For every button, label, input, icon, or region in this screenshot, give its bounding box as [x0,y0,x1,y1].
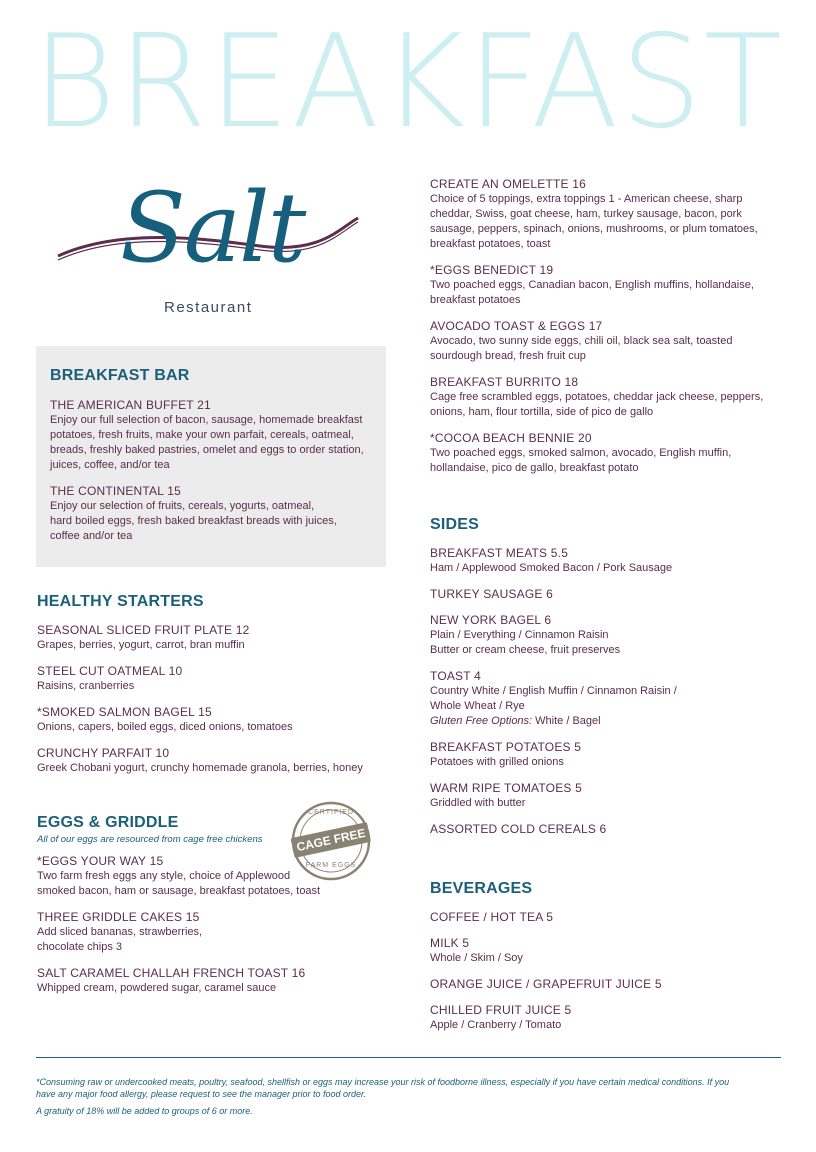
badge-bottom-text: FARM EGGS [305,862,357,869]
right-top-section [430,176,785,486]
menu-item-description: Country White / English Muffin / Cinnamon Raisin / [430,685,677,697]
menu-item-title: AVOCADO TOAST & EGGS 17 [430,319,603,333]
logo-script-word: Salt [120,172,305,284]
footer-gratuity: A gratuity of 18% will be added to groups of 6 or more. [36,1106,253,1116]
menu-item-description: Two farm fresh eggs any style, choice of Applewood [37,870,291,882]
menu-item-title: CRUNCHY PARFAIT 10 [37,746,170,760]
menu-item-description: sausage, peppers, spinach, onions, mushrooms, or plum tomatoes, [430,223,758,235]
menu-item-description: hollandaise, pico de gallo, breakfast potato [430,462,639,474]
menu-item [430,176,785,252]
menu-item-description: Ham / Applewood Smoked Bacon / Pork Sausage [430,562,673,574]
menu-item-description: Cage free scrambled eggs, potatoes, cheddar jack cheese, peppers, [430,391,764,403]
menu-item-title: *COCOA BEACH BENNIE 20 [430,431,592,445]
footer-divider [36,1057,781,1058]
menu-item [37,663,387,694]
menu-item-title: *EGGS YOUR WAY 15 [37,854,164,868]
menu-item-title: BREAKFAST MEATS 5.5 [430,546,569,560]
menu-item-description: juices, coffee, and/or tea [50,459,170,471]
gluten-free-options [430,714,785,729]
menu-item-title: COFFEE / HOT TEA 5 [430,910,554,924]
menu-item-description: Choice of 5 toppings, extra toppings 1 - American cheese, sharp [430,193,743,205]
badge-main-text: CAGE FREE [295,825,367,855]
menu-item [37,965,387,996]
menu-item-title: SALT CARAMEL CHALLAH FRENCH TOAST 16 [37,966,306,980]
menu-item [430,374,785,420]
menu-item [50,397,380,473]
menu-item-description: onions, ham, flour tortilla, side of pico de gallo [430,406,654,418]
menu-item-description: Plain / Everything / Cinnamon Raisin [430,629,609,641]
menu-item-description: breads, freshly baked pastries, omelet and eggs to order station, [50,444,364,456]
menu-item-title: CREATE AN OMELETTE 16 [430,177,587,191]
menu-item [430,1002,785,1033]
menu-item-title: ASSORTED COLD CEREALS 6 [430,822,607,836]
section-title: SIDES [430,516,480,533]
menu-item-description: smoked bacon, ham or sausage, breakfast potatoes, toast [37,885,321,897]
badge-top-text: CERTIFIED [308,809,354,816]
menu-item-description: cheddar, Swiss, goat cheese, ham, turkey sausage, bacon, pork [430,208,742,220]
menu-item-description: Whipped cream, powdered sugar, caramel sauce [37,982,277,994]
menu-item-title: NEW YORK BAGEL 6 [430,613,552,627]
menu-item-description: Whole Wheat / Rye [430,700,525,712]
menu-item-title: STEEL CUT OATMEAL 10 [37,664,183,678]
menu-item-title: TOAST 4 [430,669,481,683]
menu-item-description: potatoes, fresh fruits, make your own parfait, cereals, oatmeal, [50,429,354,441]
menu-item-title: BREAKFAST BURRITO 18 [430,375,579,389]
logo-subtitle: Restaurant [164,299,253,316]
menu-item-title: WARM RIPE TOMATOES 5 [430,781,583,795]
menu-item [430,976,785,992]
menu-item-description: Enjoy our selection of fruits, cereals, yogurts, oatmeal, [50,500,315,512]
menu-item-description: coffee and/or tea [50,530,133,542]
menu-item [430,545,785,576]
menu-item [430,430,785,476]
healthy-starters-section [37,593,387,786]
menu-item-title: MILK 5 [430,936,470,950]
menu-item-title: BREAKFAST POTATOES 5 [430,740,582,754]
menu-item [430,318,785,364]
menu-item-title: TURKEY SAUSAGE 6 [430,587,554,601]
menu-item-description: chocolate chips 3 [37,941,122,953]
menu-item-description: Onions, capers, boiled eggs, diced onions, tomatoes [37,721,293,733]
menu-item-description: Apple / Cranberry / Tomato [430,1019,562,1031]
menu-item-description: Greek Chobani yogurt, crunchy homemade granola, berries, honey [37,762,363,774]
menu-item [430,909,785,925]
menu-item-title: *EGGS BENEDICT 19 [430,263,554,277]
menu-item [430,586,785,602]
menu-item-title: THREE GRIDDLE CAKES 15 [37,910,200,924]
menu-item-title: SEASONAL SLICED FRUIT PLATE 12 [37,623,250,637]
menu-item-description: Enjoy our full selection of bacon, sausage, homemade breakfast [50,414,363,426]
menu-item [50,483,380,544]
menu-item-description: Potatoes with grilled onions [430,756,564,768]
section-title: HEALTHY STARTERS [37,593,204,610]
menu-item-title: CHILLED FRUIT JUICE 5 [430,1003,572,1017]
menu-item [37,909,387,955]
menu-item [430,780,785,811]
menu-item-title: THE CONTINENTAL 15 [50,484,181,498]
section-title: EGGS & GRIDDLE [37,814,179,831]
menu-item [430,668,785,729]
gluten-free-value: White / Bagel [532,715,601,727]
menu-item-description: hard boiled eggs, fresh baked breakfast breads with juices, [50,515,337,527]
menu-item [430,739,785,770]
menu-item-description: Avocado, two sunny side eggs, chili oil, black sea salt, toasted [430,335,733,347]
menu-item-description: Griddled with butter [430,797,526,809]
section-title: BEVERAGES [430,880,533,897]
beverages-section [430,880,785,1043]
menu-item-title: ORANGE JUICE / GRAPEFRUIT JUICE 5 [430,977,662,991]
footer-disclaimer-line-2: have any major food allergy, please request to see the manager prior to food order. [36,1089,367,1099]
menu-item-description: Whole / Skim / Soy [430,952,523,964]
salt-logo [50,168,360,318]
cage-free-badge [290,800,372,882]
menu-item-description: Two poached eggs, Canadian bacon, English muffins, hollandaise, [430,279,754,291]
menu-item [430,821,785,837]
menu-item [430,262,785,308]
menu-item-description: Raisins, cranberries [37,680,135,692]
menu-item [37,622,387,653]
eggs-note: All of our eggs are resourced from cage free chickens [37,834,263,845]
menu-item-title: *SMOKED SALMON BAGEL 15 [37,705,212,719]
menu-item-description: Two poached eggs, smoked salmon, avocado, English muffin, [430,447,732,459]
menu-item [430,935,785,966]
menu-item-description: sourdough bread, fresh fruit cup [430,350,586,362]
gluten-free-label: Gluten Free Options: [430,715,533,727]
breakfast-bar-section [50,367,380,554]
menu-item [37,745,387,776]
menu-item-description: breakfast potatoes [430,294,521,306]
sides-section [430,516,785,847]
menu-item-description: Butter or cream cheese, fruit preserves [430,644,621,656]
menu-item [430,612,785,658]
menu-item-description: Grapes, berries, yogurt, carrot, bran muffin [37,639,245,651]
menu-item [37,704,387,735]
section-title: BREAKFAST BAR [50,367,190,384]
menu-item-title: THE AMERICAN BUFFET 21 [50,398,211,412]
footer-disclaimer-line-1: *Consuming raw or undercooked meats, poultry, seafood, shellfish or eggs may increase your risk of foodborne illness, especially if you have certain medical conditions. If you [36,1077,730,1087]
menu-item-description: Add sliced bananas, strawberries, [37,926,203,938]
page-title: BREAKFAST [32,20,784,145]
menu-item-description: breakfast potatoes, toast [430,238,551,250]
